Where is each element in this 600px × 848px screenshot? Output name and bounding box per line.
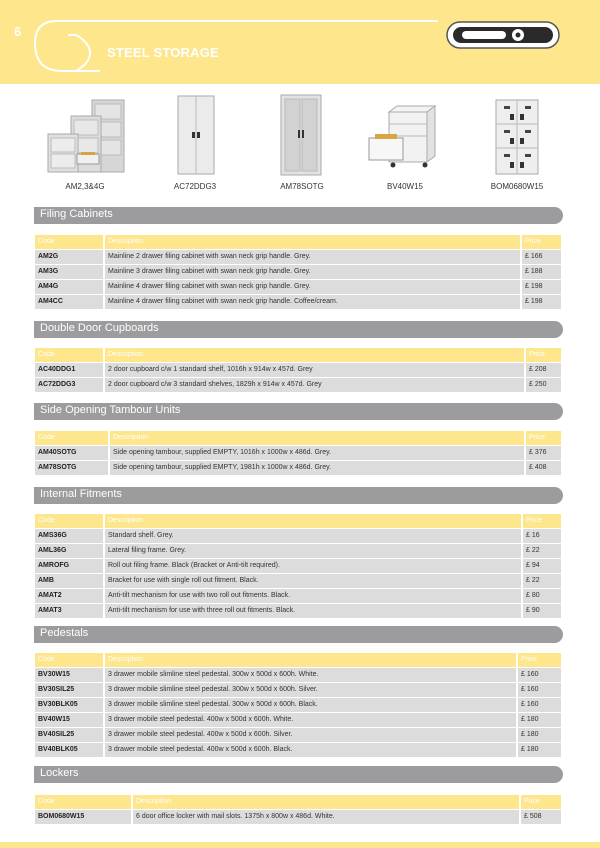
table-header-row [35,653,561,668]
product-code: BV30SIL25 [35,683,104,698]
product-code: AC40DDG1 [35,363,104,378]
price-header: Price [517,653,561,668]
product-description: Standard shelf. Grey. [104,529,522,544]
page-header [0,0,600,84]
table-row [35,574,561,589]
product-code: AC72DDG3 [35,378,104,393]
description-header: Description [132,795,520,810]
product-price: £ 22 [522,574,561,589]
product-price: £ 160 [517,698,561,713]
product-price: £ 180 [517,743,561,758]
product-tambour-unit [252,92,352,196]
description-header: Description [104,653,517,668]
product-code: AM2G [35,250,104,265]
filing-cabinet-image [35,92,135,182]
product-price: £ 160 [517,668,561,683]
price-header: Price [521,235,561,250]
pedestal-image [355,92,455,182]
product-price: £ 408 [525,461,561,476]
price-table-filing-cabinets [35,235,561,310]
product-code: BV40SIL25 [35,728,104,743]
product-code: AM4G [35,280,104,295]
tambour-image [252,92,352,182]
product-price: £ 508 [520,810,561,825]
product-description: 3 drawer mobile steel pedestal. 400w x 500d x 600h. Silver. [104,728,517,743]
code-header: Code [35,431,109,446]
description-header: Description [104,348,525,363]
code-header: Code [35,348,104,363]
product-description: 3 drawer mobile slimline steel pedestal. 300w x 500d x 600h. Silver. [104,683,517,698]
section-title: Internal Fitments [40,488,122,500]
product-price: £ 208 [525,363,561,378]
description-header: Description [104,514,522,529]
product-double-door-cupboard [145,92,245,196]
product-description: Mainline 4 drawer filing cabinet with swan neck grip handle. Grey. [104,280,521,295]
table-row [35,529,561,544]
table-row [35,604,561,619]
table-row [35,810,561,825]
description-header: Description [104,235,521,250]
product-description: 3 drawer mobile slimline steel pedestal. 300w x 500d x 600h. White. [104,668,517,683]
product-code: AMB [35,574,104,589]
product-description: Mainline 2 drawer filing cabinet with swan neck grip handle. Grey. [104,250,521,265]
play-arrow-icon [68,35,90,71]
product-description: 6 door office locker with mail slots. 1375h x 800w x 486d. White. [132,810,520,825]
product-description: Roll out filing frame. Black (Bracket or Anti-tilt required). [104,559,522,574]
product-description: 3 drawer mobile steel pedestal. 400w x 500d x 600h. Black. [104,743,517,758]
section-heading-pedestals [34,626,563,643]
section-heading-tambour-units [34,403,563,420]
price-table-pedestals [35,653,561,758]
price-table-tambour-units [35,431,561,476]
product-description: Anti-tilt mechanism for use with two roll out fitments. Black. [104,589,522,604]
table-row [35,559,561,574]
table-row [35,698,561,713]
section-title: Side Opening Tambour Units [40,404,181,416]
page-number: 6 [14,24,22,39]
product-description: 3 drawer mobile steel pedestal. 400w x 500d x 600h. White. [104,713,517,728]
product-code: BOM0680W15 [35,810,132,825]
section-title: Filing Cabinets [40,208,113,220]
product-code: AMS36G [35,529,104,544]
price-table-lockers [35,795,561,825]
section-heading-internal-fitments [34,487,563,504]
product-description: Side opening tambour, supplied EMPTY, 1016h x 1000w x 486d. Grey. [109,446,525,461]
product-label: AM78SOTG [280,182,324,191]
product-price: £ 180 [517,728,561,743]
product-locker [467,92,567,196]
product-code: BV30W15 [35,668,104,683]
price-table-internal-fitments [35,514,561,619]
product-price: £ 22 [522,544,561,559]
locker-image [467,92,567,182]
price-header: Price [522,514,561,529]
section-heading-double-door-cupboards [34,321,563,338]
product-description: Mainline 4 drawer filing cabinet with swan neck grip handle. Coffee/cream. [104,295,521,310]
product-price: £ 90 [522,604,561,619]
page-title: STEEL STORAGE [107,45,219,60]
section-title: Lockers [40,767,79,779]
product-description: 2 door cupboard c/w 1 standard shelf, 1016h x 914w x 457d. Grey [104,363,525,378]
code-header: Code [35,795,132,810]
product-price: £ 250 [525,378,561,393]
product-price: £ 188 [521,265,561,280]
product-description: Lateral filing frame. Grey. [104,544,522,559]
table-row [35,743,561,758]
table-header-row [35,431,561,446]
product-price: £ 16 [522,529,561,544]
table-row [35,250,561,265]
cupboard-image [145,92,245,182]
table-row [35,295,561,310]
table-header-row [35,514,561,529]
table-row [35,363,561,378]
product-code: BV40BLK05 [35,743,104,758]
product-code: AM40SOTG [35,446,109,461]
section-heading-filing-cabinets [34,207,563,224]
product-description: 3 drawer mobile slimline steel pedestal. 300w x 500d x 600h. Black. [104,698,517,713]
product-price: £ 166 [521,250,561,265]
table-row [35,280,561,295]
product-price: £ 80 [522,589,561,604]
code-header: Code [35,653,104,668]
product-price: £ 198 [521,280,561,295]
table-row [35,461,561,476]
product-code: BV40W15 [35,713,104,728]
table-row [35,265,561,280]
table-header-row [35,348,561,363]
table-header-row [35,235,561,250]
product-code: AML36G [35,544,104,559]
code-header: Code [35,514,104,529]
product-label: BV40W15 [386,182,424,191]
product-label: AC72DDG3 [173,182,217,191]
code-header: Code [35,235,104,250]
product-code: AM4CC [35,295,104,310]
footer-strip [0,842,600,848]
product-description: Bracket for use with single roll out fitment. Black. [104,574,522,589]
product-code: AMAT3 [35,604,104,619]
table-row [35,589,561,604]
product-price: £ 160 [517,683,561,698]
product-pedestal [355,92,455,196]
section-heading-lockers [34,766,563,783]
table-row [35,668,561,683]
product-code: AM3G [35,265,104,280]
section-title: Double Door Cupboards [40,322,159,334]
product-gallery [0,92,600,197]
price-table-double-door-cupboards [35,348,561,393]
section-title: Pedestals [40,627,89,639]
header-decoration [0,0,600,84]
product-price: £ 94 [522,559,561,574]
product-description: Anti-tilt mechanism for use with three roll out fitments. Black. [104,604,522,619]
product-code: AMAT2 [35,589,104,604]
product-price: £ 198 [521,295,561,310]
price-header: Price [520,795,561,810]
table-row [35,728,561,743]
description-header: Description [109,431,525,446]
product-code: BV30BLK05 [35,698,104,713]
table-header-row [35,795,561,810]
product-code: AMROFG [35,559,104,574]
price-header: Price [525,348,561,363]
product-code: AM78SOTG [35,461,109,476]
go-logo [447,22,559,48]
product-price: £ 180 [517,713,561,728]
table-row [35,544,561,559]
product-label: BOM0680W15 [490,182,544,191]
product-description: Mainline 3 drawer filing cabinet with swan neck grip handle. Grey. [104,265,521,280]
product-description: Side opening tambour, supplied EMPTY, 1981h x 1000w x 486d. Grey. [109,461,525,476]
product-price: £ 376 [525,446,561,461]
table-row [35,683,561,698]
product-filing-cabinets [35,92,135,196]
price-header: Price [525,431,561,446]
product-label: AM2,3&4G [65,182,105,191]
product-description: 2 door cupboard c/w 3 standard shelves, 1829h x 914w x 457d. Grey [104,378,525,393]
table-row [35,378,561,393]
table-row [35,446,561,461]
table-row [35,713,561,728]
